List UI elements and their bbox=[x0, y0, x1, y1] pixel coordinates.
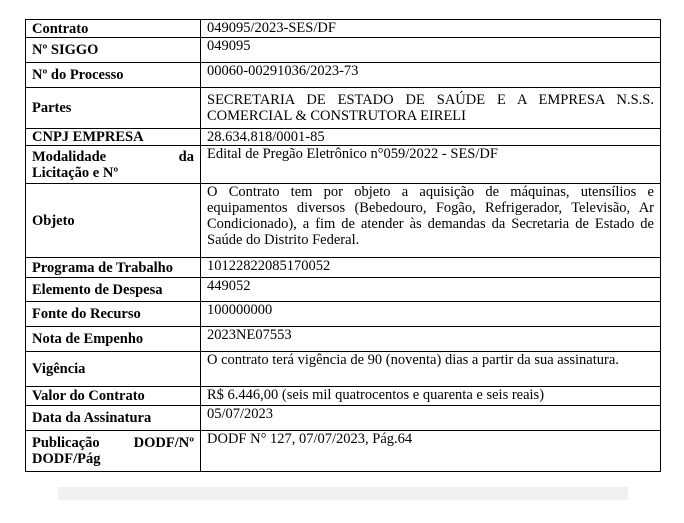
row-value: 049095/2023-SES/DF bbox=[201, 20, 661, 38]
row-value: 10122822085170052 bbox=[201, 258, 661, 278]
table-row bbox=[26, 20, 661, 38]
table-row bbox=[26, 327, 661, 352]
row-label: Programa de Trabalho bbox=[26, 258, 201, 278]
row-value: R$ 6.446,00 (seis mil quatrocentos e quarenta e seis reais) bbox=[201, 387, 661, 406]
row-value: 28.634.818/0001-85 bbox=[201, 129, 661, 146]
row-label: Elemento de Despesa bbox=[26, 278, 201, 302]
row-label: Nº SIGGO bbox=[26, 38, 201, 63]
table-row bbox=[26, 88, 661, 129]
row-label: CNPJ EMPRESA bbox=[26, 129, 201, 146]
table-row bbox=[26, 184, 661, 258]
row-label-line: Licitação e Nº bbox=[32, 164, 119, 181]
table-row bbox=[26, 63, 661, 88]
table-row bbox=[26, 38, 661, 63]
row-value: 2023NE07553 bbox=[201, 327, 661, 352]
table-row bbox=[26, 431, 661, 472]
row-value: 05/07/2023 bbox=[201, 406, 661, 431]
row-label: Objeto bbox=[26, 184, 201, 258]
row-label: Valor do Contrato bbox=[26, 387, 201, 406]
row-label-line: Publicação DODF/Nº bbox=[32, 435, 194, 451]
row-label: Data da Assinatura bbox=[26, 406, 201, 431]
row-value: O Contrato tem por objeto a aquisição de máquinas, utensílios e equipamentos diversos (Bebedouro, Fogão, Refrigerador, Televisão, Ar Condicionado), a fim de atender às demandas da Secretaria de Estado de Saúde do Distrito Federal. bbox=[201, 184, 661, 258]
table-row bbox=[26, 258, 661, 278]
table-row bbox=[26, 146, 661, 184]
row-value: 449052 bbox=[201, 278, 661, 302]
row-label-line: DODF/Pág bbox=[32, 451, 101, 467]
row-label: Fonte do Recurso bbox=[26, 302, 201, 327]
table-row bbox=[26, 387, 661, 406]
row-value: 049095 bbox=[201, 38, 661, 63]
table-row bbox=[26, 352, 661, 387]
row-value: SECRETARIA DE ESTADO DE SAÚDE E A EMPRESA N.S.S. COMERCIAL & CONSTRUTORA EIRELI bbox=[201, 88, 661, 129]
row-value: 100000000 bbox=[201, 302, 661, 327]
row-value: DODF N° 127, 07/07/2023, Pág.64 bbox=[201, 431, 661, 472]
row-label bbox=[26, 431, 201, 472]
table-row bbox=[26, 278, 661, 302]
row-value: O contrato terá vigência de 90 (noventa) dias a partir da sua assinatura. bbox=[201, 352, 661, 387]
table-row bbox=[26, 406, 661, 431]
table-row bbox=[26, 302, 661, 327]
row-label-line: Modalidade da bbox=[32, 148, 194, 165]
row-label: Contrato bbox=[26, 20, 201, 38]
table-row bbox=[26, 129, 661, 146]
row-label bbox=[26, 146, 201, 184]
contract-summary-table bbox=[25, 19, 661, 472]
row-label: Nº do Processo bbox=[26, 63, 201, 88]
row-label: Nota de Empenho bbox=[26, 327, 201, 352]
row-value: 00060-00291036/2023-73 bbox=[201, 63, 661, 88]
row-label: Vigência bbox=[26, 352, 201, 387]
page-footer-bar bbox=[58, 487, 628, 500]
row-value: Edital de Pregão Eletrônico n°059/2022 - SES/DF bbox=[201, 146, 661, 184]
row-label: Partes bbox=[26, 88, 201, 129]
